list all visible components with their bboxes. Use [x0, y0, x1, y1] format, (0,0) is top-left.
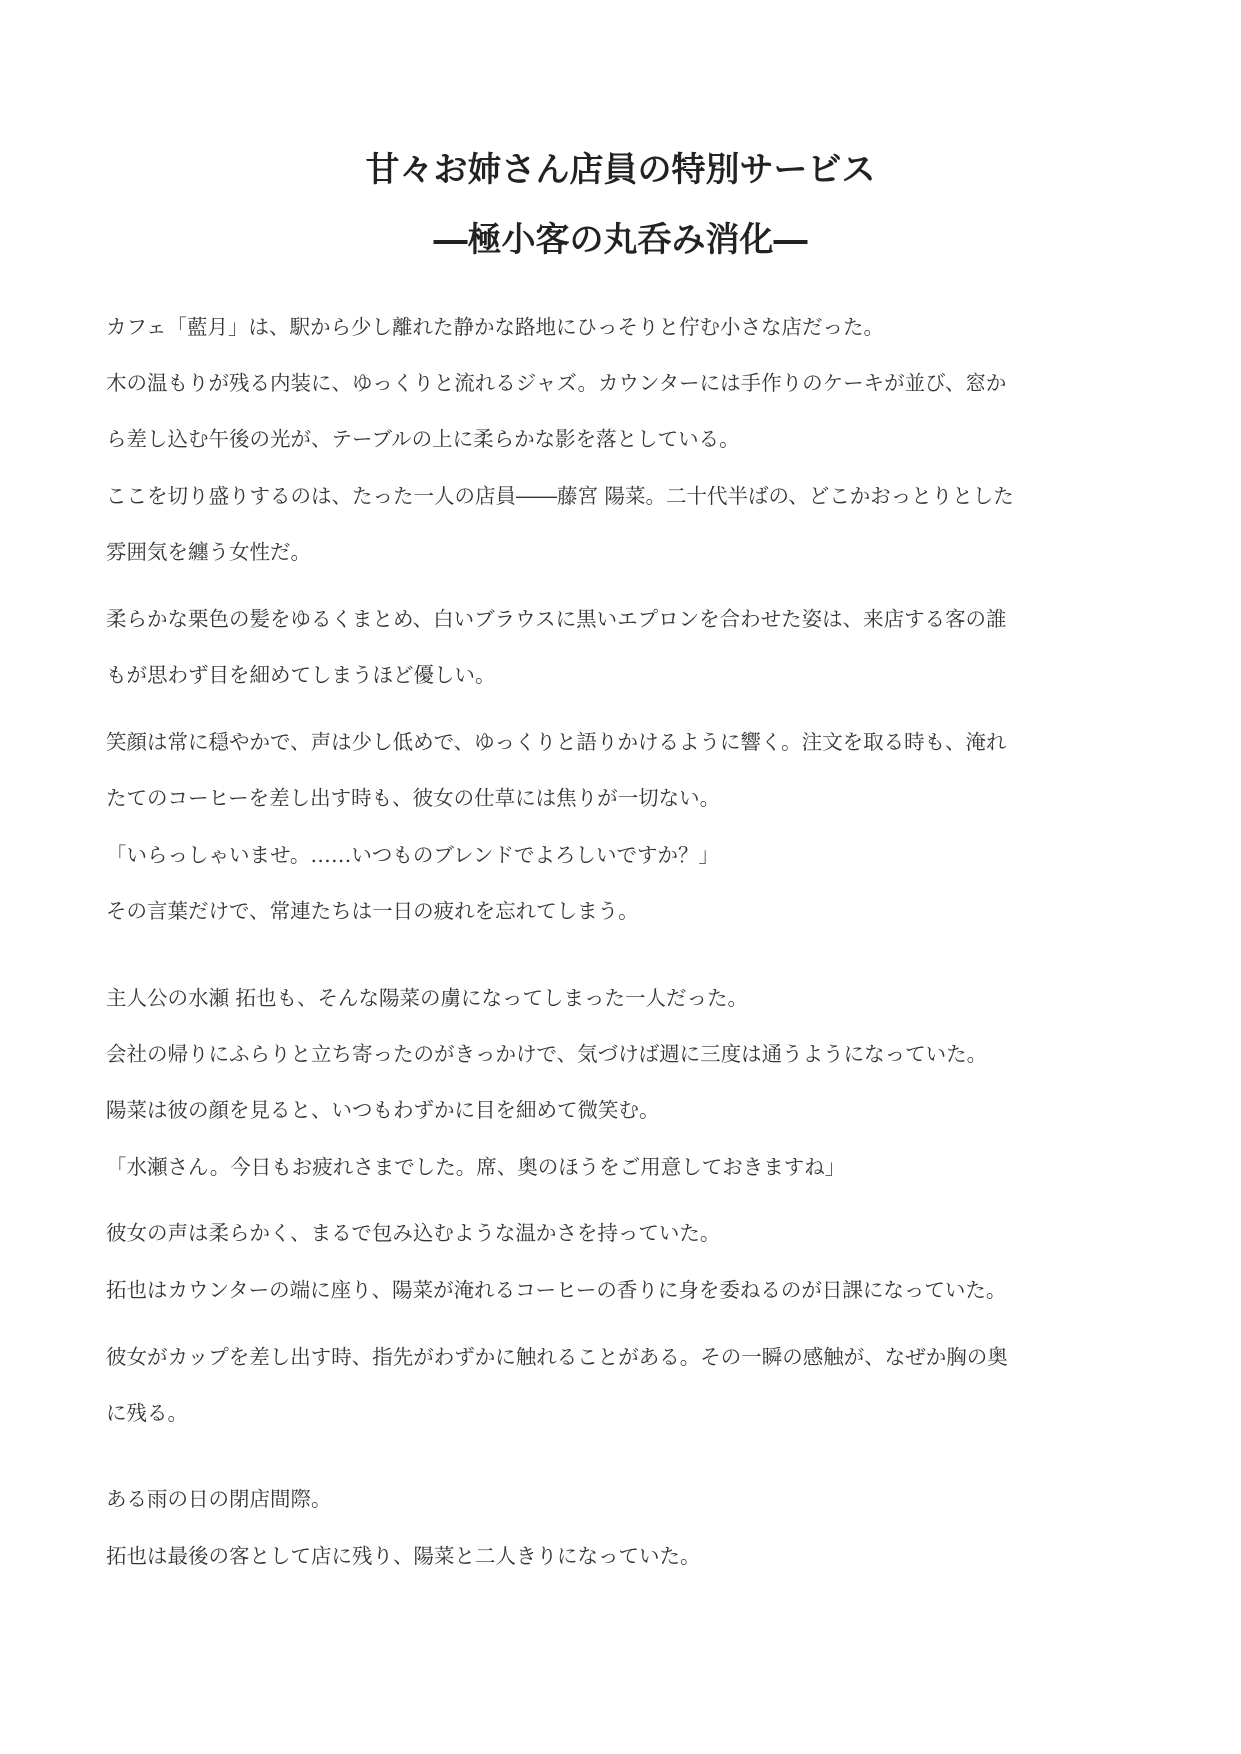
text-line: その言葉だけで、常連たちは一日の疲れを忘れてしまう。: [106, 899, 639, 923]
text-line: ら差し込む午後の光が、テーブルの上に柔らかな影を落としている。: [106, 427, 740, 451]
text-line: 拓也はカウンターの端に座り、陽菜が淹れるコーヒーの香りに身を委ねるのが日課になっていた。: [106, 1278, 1007, 1302]
text-line: 柔らかな栗色の髪をゆるくまとめ、白いブラウスに黒いエプロンを合わせた姿は、来店する客の誰: [106, 607, 1007, 631]
text-line: 木の温もりが残る内装に、ゆっくりと流れるジャズ。カウンターには手作りのケーキが並び、窓か: [106, 371, 1007, 395]
text-line: カフェ「藍月」は、駅から少し離れた静かな路地にひっそりと佇む小さな店だった。: [106, 315, 884, 339]
text-line: ある雨の日の閉店間際。: [106, 1487, 332, 1511]
text-line: もが思わず目を細めてしまうほど優しい。: [106, 663, 496, 687]
document-subtitle: ―極小客の丸呑み消化―: [433, 220, 808, 260]
text-line: 会社の帰りにふらりと立ち寄ったのがきっかけで、気づけば週に三度は通うようになっていた。: [106, 1042, 988, 1066]
text-line: 雰囲気を纏う女性だ。: [106, 540, 311, 564]
text-line: 陽菜は彼の顔を見ると、いつもわずかに目を細めて微笑む。: [106, 1098, 660, 1122]
text-line: 彼女がカップを差し出す時、指先がわずかに触れることがある。その一瞬の感触が、なぜか胸の奥: [106, 1345, 1008, 1369]
text-line: 「いらっしゃいませ。……いつものブレンドでよろしいですか？」: [106, 843, 720, 867]
text-line: 拓也は最後の客として店に残り、陽菜と二人きりになっていた。: [106, 1544, 701, 1568]
text-line: 主人公の水瀬 拓也も、そんな陽菜の虜になってしまった一人だった。: [106, 986, 749, 1010]
text-line: たてのコーヒーを差し出す時も、彼女の仕草には焦りが一切ない。: [106, 786, 721, 810]
text-line: 笑顔は常に穏やかで、声は少し低めで、ゆっくりと語りかけるように響く。注文を取る時も、淹れ: [106, 730, 1007, 754]
text-line: 「水瀬さん。今日もお疲れさまでした。席、奥のほうをご用意しておきますね」: [106, 1155, 846, 1179]
text-line: に残る。: [106, 1401, 188, 1425]
text-line: 彼女の声は柔らかく、まるで包み込むような温かさを持っていた。: [106, 1221, 721, 1245]
document-title: 甘々お姉さん店員の特別サービス: [365, 150, 876, 190]
text-line: ここを切り盛りするのは、たった一人の店員――藤宮 陽菜。二十代半ばの、どこかおっとりとした: [106, 484, 1014, 508]
